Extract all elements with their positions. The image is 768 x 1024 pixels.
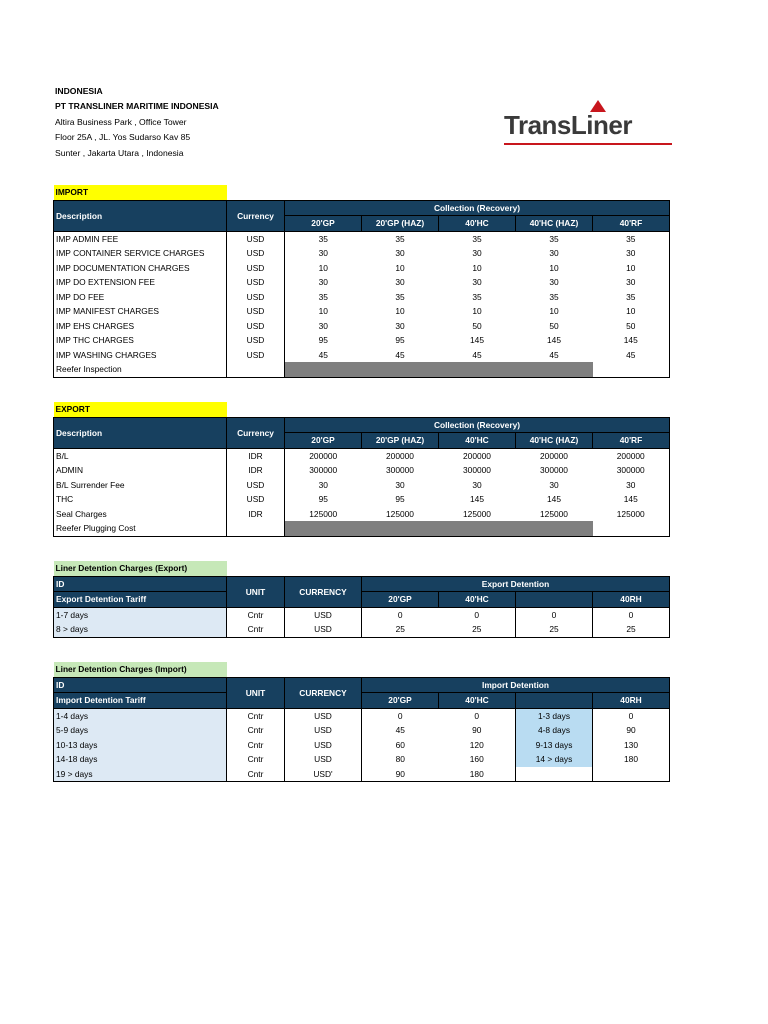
import-column-header: 40'HC (HAZ): [516, 216, 593, 232]
import-detention-unit-header: UNIT: [227, 677, 285, 708]
import-row-value: 30: [395, 248, 405, 259]
import-table-row: [54, 275, 670, 290]
detimp-row-currency: USD': [285, 767, 362, 782]
detimp-row-value: 90: [593, 723, 670, 738]
import-currency-header: Currency: [227, 200, 285, 231]
import-table-row: [54, 333, 670, 348]
import-row-value: 10: [549, 306, 559, 317]
import-detention-table: [53, 662, 670, 782]
export-row-currency: IDR: [227, 448, 285, 463]
export-charges-table: [53, 402, 670, 537]
detimp-column-header: 20'GP: [362, 693, 439, 709]
import-row-description: IMP ADMIN FEE: [54, 231, 227, 246]
import-row-description: IMP MANIFEST CHARGES: [54, 304, 227, 319]
import-row-description: IMP DO EXTENSION FEE: [54, 275, 227, 290]
import-table-row: [54, 348, 670, 363]
import-row-description: IMP THC CHARGES: [54, 333, 227, 348]
export-row-value: [439, 521, 516, 536]
detexp-row-value: 0: [593, 607, 670, 622]
detexp-row-days: 8 > days: [54, 622, 227, 637]
detimp-row-value: 0: [397, 710, 403, 721]
export-column-header: 40'HC: [439, 433, 516, 449]
detexp-row-currency: USD: [285, 622, 362, 637]
import-row-value: 10: [318, 306, 328, 317]
detimp-row-value: 60: [395, 739, 405, 750]
detimp-row-currency: USD: [285, 738, 362, 753]
import-row-value: 35: [318, 233, 328, 244]
export-row-value: 145: [593, 492, 670, 507]
detexp-column-header: [516, 592, 593, 608]
import-row-value: 145: [470, 335, 484, 346]
import-row-currency: USD: [227, 231, 285, 246]
import-row-value: 30: [472, 248, 482, 259]
import-table-row: [54, 246, 670, 261]
import-row-value: 50: [593, 319, 670, 334]
import-row-value: [593, 362, 670, 377]
export-row-description: B/L: [54, 448, 227, 463]
import-row-value: 10: [549, 262, 559, 273]
detimp-row-value: 160: [469, 754, 484, 765]
export-row-value: 125000: [593, 507, 670, 522]
import-row-value: 45: [549, 349, 559, 360]
export-row-description: THC: [54, 492, 227, 507]
detexp-column-header: 40RH: [593, 592, 670, 608]
detimp-table-row: [54, 723, 670, 738]
detimp-column-header: 40'HC: [439, 693, 516, 709]
export-row-currency: [227, 521, 285, 536]
import-row-currency: USD: [227, 275, 285, 290]
export-row-value: [285, 521, 362, 536]
detimp-row-unit: Cntr: [227, 752, 285, 767]
import-row-value: 35: [318, 291, 328, 302]
import-row-value: 30: [318, 277, 328, 288]
import-row-value: 35: [549, 233, 559, 244]
import-row-value: 35: [395, 233, 405, 244]
detexp-column-header: 20'GP: [362, 592, 439, 608]
export-row-value: 145: [470, 494, 484, 505]
detexp-row-days: 1-7 days: [54, 607, 227, 622]
detimp-row-value: 80: [395, 754, 405, 765]
import-row-currency: USD: [227, 246, 285, 261]
export-row-value: 30: [549, 479, 559, 490]
import-row-value: 45: [318, 349, 328, 360]
import-section-label: IMPORT: [54, 185, 227, 200]
import-row-value: 30: [318, 320, 328, 331]
export-row-value: 30: [593, 478, 670, 493]
detimp-row-value: 45: [395, 725, 405, 736]
detimp-row-unit: Cntr: [227, 767, 285, 782]
import-row-currency: USD: [227, 348, 285, 363]
company-address: [55, 84, 219, 161]
import-row-value: 145: [593, 333, 670, 348]
export-detention-label: Liner Detention Charges (Export): [54, 561, 227, 576]
export-detention-unit-header: UNIT: [227, 576, 285, 607]
import-row-value: 30: [593, 246, 670, 261]
company-name: PT TRANSLINER MARITIME INDONESIA: [55, 101, 219, 112]
export-row-description: Reefer Plugging Cost: [54, 521, 227, 536]
export-column-header: 20'GP: [285, 433, 362, 449]
import-column-header: 40'HC: [439, 216, 516, 232]
import-row-value: 10: [318, 262, 328, 273]
import-row-value: [362, 362, 439, 377]
import-detention-id-header: ID: [54, 677, 227, 693]
import-row-value: 50: [549, 320, 559, 331]
import-row-currency: USD: [227, 261, 285, 276]
detimp-row-value: 14 > days: [516, 752, 593, 767]
export-row-value: 125000: [540, 508, 568, 519]
detexp-row-unit: Cntr: [227, 607, 285, 622]
detimp-row-unit: Cntr: [227, 738, 285, 753]
detimp-row-days: 5-9 days: [54, 723, 227, 738]
export-row-value: 300000: [386, 465, 414, 476]
import-row-value: 30: [549, 248, 559, 259]
import-row-value: 35: [593, 231, 670, 246]
import-row-value: 35: [395, 291, 405, 302]
import-row-description: IMP DOCUMENTATION CHARGES: [54, 261, 227, 276]
import-row-description: IMP WASHING CHARGES: [54, 348, 227, 363]
detimp-row-value: 0: [593, 708, 670, 723]
detimp-column-header: 40RH: [593, 693, 670, 709]
import-row-description: IMP EHS CHARGES: [54, 319, 227, 334]
export-detention-id-header: ID: [54, 576, 227, 592]
logo-text: TransLiner: [504, 110, 632, 140]
address-line-1: Altira Business Park , Office Tower: [55, 116, 187, 127]
detimp-row-value: 180: [439, 767, 516, 782]
detexp-row-currency: USD: [285, 607, 362, 622]
detimp-row-value: 1-3 days: [516, 708, 593, 723]
detimp-row-currency: USD: [285, 752, 362, 767]
export-row-value: [593, 521, 670, 536]
export-row-value: 30: [318, 479, 328, 490]
detexp-row-value: 25: [362, 622, 439, 637]
export-row-value: 300000: [540, 465, 568, 476]
import-column-header: 20'GP: [285, 216, 362, 232]
export-row-value: 200000: [309, 450, 338, 461]
export-row-currency: USD: [227, 478, 285, 493]
detimp-row-days: 14-18 days: [54, 752, 227, 767]
export-row-value: 200000: [593, 448, 670, 463]
import-table-row: [54, 231, 670, 246]
export-row-value: [362, 521, 439, 536]
detimp-row-days: 19 > days: [54, 767, 227, 782]
import-row-currency: USD: [227, 290, 285, 305]
export-row-value: [516, 521, 593, 536]
export-row-value: 30: [395, 479, 405, 490]
detexp-row-unit: Cntr: [227, 622, 285, 637]
export-row-description: ADMIN: [54, 463, 227, 478]
import-row-value: 30: [472, 277, 482, 288]
import-collection-header: Collection (Recovery): [285, 200, 670, 216]
import-column-header: 40'RF: [593, 216, 670, 232]
import-row-value: 30: [395, 277, 405, 288]
import-table-row: [54, 319, 670, 334]
export-row-value: 200000: [386, 450, 414, 461]
export-column-header: 40'HC (HAZ): [516, 433, 593, 449]
export-row-value: 125000: [386, 508, 414, 519]
import-row-value: 95: [318, 335, 328, 346]
import-row-value: 30: [593, 275, 670, 290]
import-row-value: 30: [395, 320, 405, 331]
export-row-value: 125000: [463, 508, 491, 519]
export-row-description: Seal Charges: [54, 507, 227, 522]
export-row-value: 200000: [540, 450, 568, 461]
detexp-column-header: 40'HC: [439, 592, 516, 608]
export-table-row: [54, 507, 670, 522]
address-line-3: Sunter , Jakarta Utara , Indonesia: [55, 147, 184, 158]
export-row-value: 145: [547, 494, 561, 505]
detexp-row-value: 0: [516, 607, 593, 622]
export-table-row: [54, 448, 670, 463]
import-row-value: [439, 362, 516, 377]
import-detention-currency-header: CURRENCY: [285, 677, 362, 708]
import-detention-group-header: Import Detention: [362, 677, 670, 693]
import-row-value: 45: [593, 348, 670, 363]
detimp-column-header: [516, 693, 593, 709]
export-detention-table: [53, 561, 670, 638]
import-row-currency: [227, 362, 285, 377]
import-row-value: 10: [593, 261, 670, 276]
detexp-table-row: [54, 607, 670, 622]
import-row-value: 35: [593, 290, 670, 305]
address-line-2: Floor 25A , JL. Yos Sudarso Kav 85: [55, 132, 191, 143]
export-row-currency: IDR: [227, 463, 285, 478]
export-column-header: 40'RF: [593, 433, 670, 449]
import-detention-tariff-header: Import Detention Tariff: [54, 693, 227, 709]
export-row-description: B/L Surrender Fee: [54, 478, 227, 493]
export-collection-header: Collection (Recovery): [285, 417, 670, 433]
import-row-value: 145: [547, 335, 561, 346]
transliner-logo: [504, 100, 676, 148]
export-row-value: 200000: [463, 450, 491, 461]
import-row-value: 35: [549, 291, 559, 302]
detimp-row-value: 0: [474, 710, 480, 721]
import-row-description: IMP CONTAINER SERVICE CHARGES: [54, 246, 227, 261]
detimp-row-days: 1-4 days: [54, 708, 227, 723]
import-row-value: 95: [395, 335, 405, 346]
detimp-row-value: [516, 767, 593, 782]
detimp-table-row: [54, 767, 670, 782]
import-row-description: IMP DO FEE: [54, 290, 227, 305]
export-row-value: 95: [318, 494, 328, 505]
import-description-header: Description: [54, 200, 227, 231]
import-row-value: 30: [318, 248, 328, 259]
detimp-row-value: 4-8 days: [516, 723, 593, 738]
import-column-header: 20'GP (HAZ): [362, 216, 439, 232]
import-row-value: 45: [395, 349, 405, 360]
import-table-row: [54, 290, 670, 305]
import-row-value: [516, 362, 593, 377]
detexp-row-value: 25: [516, 622, 593, 637]
detimp-row-currency: USD: [285, 708, 362, 723]
import-row-value: 10: [472, 306, 482, 317]
import-detention-label: Liner Detention Charges (Import): [54, 662, 227, 677]
detimp-row-value: 90: [362, 767, 439, 782]
detexp-row-value: 25: [593, 622, 670, 637]
export-row-value: 300000: [593, 463, 670, 478]
detexp-row-value: 0: [397, 609, 403, 620]
detexp-row-value: 25: [439, 622, 516, 637]
export-description-header: Description: [54, 417, 227, 448]
export-column-header: 20'GP (HAZ): [362, 433, 439, 449]
export-currency-header: Currency: [227, 417, 285, 448]
export-section-label: EXPORT: [54, 402, 227, 417]
export-detention-tariff-header: Export Detention Tariff: [54, 592, 227, 608]
export-row-value: 125000: [309, 508, 338, 519]
import-row-value: 35: [472, 291, 482, 302]
detimp-row-value: 120: [469, 739, 484, 750]
import-row-currency: USD: [227, 304, 285, 319]
export-row-value: 300000: [309, 465, 338, 476]
import-row-value: 10: [395, 306, 405, 317]
export-table-row: [54, 492, 670, 507]
import-table-row: [54, 261, 670, 276]
detimp-row-unit: Cntr: [227, 708, 285, 723]
import-row-value: 10: [472, 262, 482, 273]
export-row-value: 30: [472, 479, 482, 490]
export-table-row: [54, 478, 670, 493]
import-charges-table: [53, 185, 670, 378]
export-row-value: 300000: [463, 465, 491, 476]
import-row-value: 50: [472, 320, 482, 331]
export-detention-currency-header: CURRENCY: [285, 576, 362, 607]
detimp-row-value: 90: [472, 725, 482, 736]
import-row-value: 10: [395, 262, 405, 273]
detimp-table-row: [54, 738, 670, 753]
detexp-table-row: [54, 622, 670, 637]
import-row-value: 30: [549, 277, 559, 288]
import-table-row: [54, 362, 670, 377]
import-row-value: 35: [472, 233, 482, 244]
detimp-row-unit: Cntr: [227, 723, 285, 738]
detimp-row-value: 130: [593, 738, 670, 753]
detimp-row-value: 9-13 days: [516, 738, 593, 753]
import-row-value: 45: [472, 349, 482, 360]
import-row-currency: USD: [227, 319, 285, 334]
country: INDONESIA: [55, 86, 103, 96]
detimp-row-value: [593, 767, 670, 782]
export-row-currency: USD: [227, 492, 285, 507]
detexp-row-value: 0: [474, 609, 480, 620]
export-row-currency: IDR: [227, 507, 285, 522]
logo-underline: [504, 143, 672, 145]
export-detention-group-header: Export Detention: [362, 576, 670, 592]
detimp-row-days: 10-13 days: [54, 738, 227, 753]
detimp-table-row: [54, 752, 670, 767]
import-row-value: 10: [593, 304, 670, 319]
export-table-row: [54, 521, 670, 536]
import-row-currency: USD: [227, 333, 285, 348]
import-row-value: [285, 362, 362, 377]
export-table-row: [54, 463, 670, 478]
detimp-row-value: 180: [593, 752, 670, 767]
export-row-value: 95: [395, 494, 405, 505]
detimp-row-currency: USD: [285, 723, 362, 738]
import-row-description: Reefer Inspection: [54, 362, 227, 377]
import-table-row: [54, 304, 670, 319]
detimp-table-row: [54, 708, 670, 723]
